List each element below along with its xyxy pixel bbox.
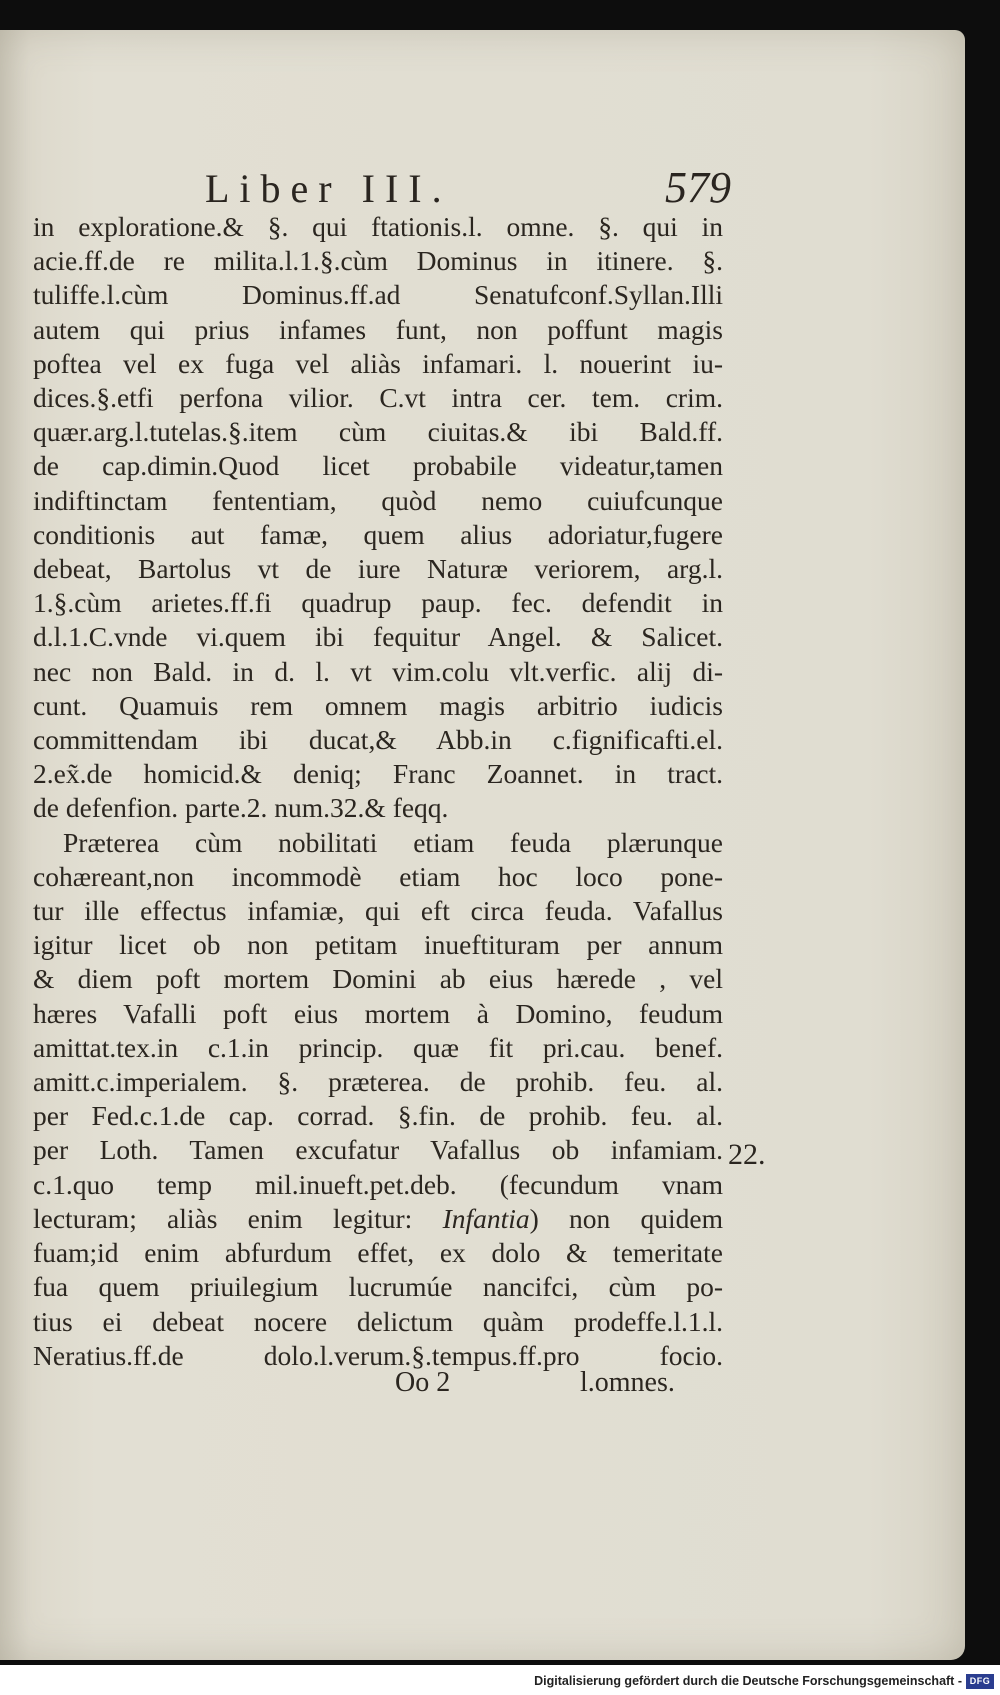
- text-line: cohæreant,non incommodè etiam hoc loco pone-: [33, 860, 723, 892]
- text-line: in exploratione.& §. qui ftationis.l. omne. §. qui in: [33, 211, 723, 242]
- text-line: tius ei debeat nocere delictum quàm prodeffe.l.1.l.: [33, 1305, 723, 1337]
- text-line: amittat.tex.in c.1.in princip. quæ fit pri.cau. benef.: [33, 1031, 723, 1063]
- page-number: 579: [665, 163, 731, 212]
- funding-credit: Digitalisierung gefördert durch die Deutsche Forschungsgemeinschaft -: [534, 1674, 962, 1688]
- footer-bar: [0, 1665, 1000, 1695]
- text-line: nec non Bald. in d. l. vt vim.colu vlt.verfic. alij di-: [33, 655, 723, 687]
- text-line: Neratius.ff.de dolo.l.verum.§.tempus.ff.pro focio.: [33, 1339, 723, 1371]
- text-line: & diem poft mortem Domini ab eius hærede , vel: [33, 963, 723, 995]
- text-line: tur ille effectus infamiæ, qui eft circa feuda. Vafallus: [33, 895, 723, 927]
- text-line: dices.§.etfi perfona vilior. C.vt intra cer. tem. crim.: [33, 382, 723, 414]
- text-line: de cap.dimin.Quod licet probabile videatur,tamen: [33, 450, 723, 482]
- text-line-mixed: [33, 1202, 723, 1236]
- italic-word: Infantia: [442, 1202, 530, 1234]
- text-line: committendam ibi ducat,& Abb.in c.fignificafti.el.: [33, 724, 723, 756]
- running-head: Liber III.: [205, 166, 452, 211]
- book-page: [0, 30, 965, 1660]
- text-line: 2.ex̃.de homicid.& deniq; Franc Zoannet. in tract.: [33, 758, 723, 790]
- catchword: l.omnes.: [580, 1367, 675, 1398]
- text-line: amitt.c.imperialem. §. præterea. de prohib. feu. al.: [33, 1066, 723, 1098]
- text-line: 1.§.cùm arietes.ff.fi quadrup paup. fec. defendit in: [33, 587, 723, 619]
- text-line: per Fed.c.1.de cap. corrad. §.fin. de prohib. feu. al.: [33, 1100, 723, 1132]
- text-line: d.l.1.C.vnde vi.quem ibi fequitur Angel. & Salicet.: [33, 621, 723, 653]
- text-line: de defenfion. parte.2. num.32.& feqq.: [33, 792, 449, 824]
- text-line: tuliffe.l.cùm Dominus.ff.ad Senatufconf.Syllan.Illi: [33, 279, 723, 311]
- text-line: igitur licet ob non petitam inueftituram per annum: [33, 929, 723, 961]
- text-line: debeat, Bartolus vt de iure Naturæ veriorem, arg.l.: [33, 553, 723, 585]
- text-line: indiftinctam fententiam, quòd nemo cuiufcunque: [33, 484, 723, 516]
- text-line: cunt. Quamuis rem omnem magis arbitrio iudicis: [33, 689, 723, 721]
- dfg-logo-icon: DFG: [966, 1674, 994, 1689]
- text-line: c.1.quo temp mil.inueft.pet.deb. (fecundum vnam: [33, 1168, 723, 1200]
- margin-note: 22.: [728, 1138, 766, 1171]
- text-line: per Loth. Tamen excufatur Vafallus ob infamiam.: [33, 1134, 723, 1166]
- text-segment: lecturam; aliàs enim legitur:: [33, 1202, 413, 1234]
- text-line: fuam;id enim abfurdum effet, ex dolo & temeritate: [33, 1237, 723, 1269]
- text-segment: ) non quidem: [529, 1202, 723, 1234]
- body-text: [33, 210, 723, 1373]
- text-line: conditionis aut famæ, quem alius adoriatur,fugere: [33, 518, 723, 550]
- text-line: autem qui prius infames funt, non poffunt magis: [33, 313, 723, 345]
- text-line: acie.ff.de re milita.l.1.§.cùm Dominus in itinere. §.: [33, 245, 723, 277]
- text-line: hæres Vafalli poft eius mortem à Domino, feudum: [33, 997, 723, 1029]
- text-line: poftea vel ex fuga vel aliàs infamari. l. nouerint iu-: [33, 347, 723, 379]
- signature-mark: Oo 2: [395, 1367, 451, 1398]
- paragraph-start-line: Præterea cùm nobilitati etiam feuda plærunque: [63, 826, 723, 858]
- text-line: quær.arg.l.tutelas.§.item cùm ciuitas.& ibi Bald.ff.: [33, 416, 723, 448]
- text-line: fua quem priuilegium lucrumúe nancifci, cùm po-: [33, 1271, 723, 1303]
